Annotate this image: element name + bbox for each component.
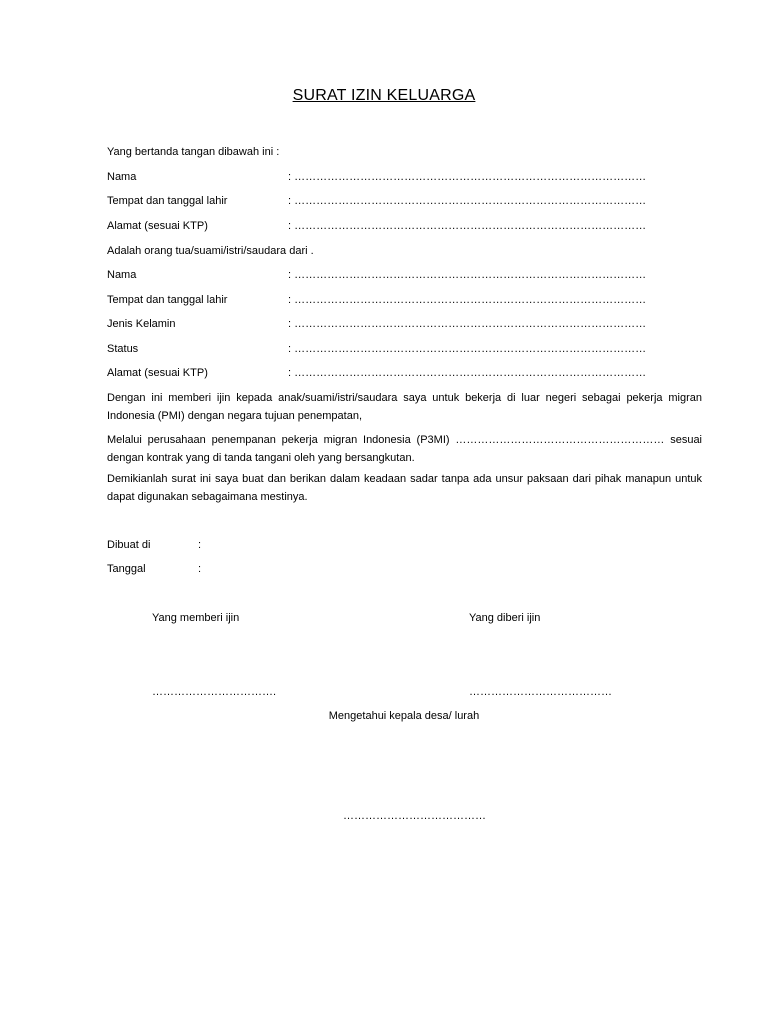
field-label: Tempat dan tanggal lahir [107,294,228,306]
field-blank: : …………………………………………………………………………………… [288,171,647,183]
field-blank: : …………………………………………………………………………………… [288,343,647,355]
giver-label: Yang memberi ijin [152,612,240,624]
witness-label: Mengetahui kepala desa/ lurah [328,710,480,722]
intro-text: Yang bertanda tangan dibawah ini : [107,146,280,158]
field-label: Status [107,343,139,355]
made-at-colon: : [198,539,202,551]
closing-paragraph: Demikianlah surat ini saya buat dan berikan dalam keadaan sadar tanpa ada unsur paksaan dari pihak manapun untuk dapat digunakan sebagaimana mestinya. [107,473,702,503]
field-label: Nama [107,269,137,281]
field-blank: : …………………………………………………………………………………… [288,318,647,330]
field-label: Jenis Kelamin [107,318,176,330]
field-label: Tempat dan tanggal lahir [107,195,228,207]
field-label: Alamat (sesuai KTP) [107,367,208,379]
field-blank: : …………………………………………………………………………………… [288,294,647,306]
receiver-signature-line: ………………………………… [469,686,612,698]
witness-signature-line: ………………………………… [343,810,486,822]
field-blank: : …………………………………………………………………………………… [288,367,647,379]
company-paragraph: Melalui perusahaan penempanan pekerja migran Indonesia (P3MI) ………………………………………………… sesuai dengan kontrak yang di tanda tangani oleh yang bersangkutan. [107,434,702,464]
field-blank: : …………………………………………………………………………………… [288,269,647,281]
relation-text: Adalah orang tua/suami/istri/saudara dari . [107,245,314,257]
field-label: Nama [107,171,137,183]
giver-signature-line: ……………………………. [152,686,277,698]
date-colon: : [198,563,202,575]
permission-paragraph: Dengan ini memberi ijin kepada anak/suami/istri/saudara saya untuk bekerja di luar negeri sebagai pekerja migran Indonesia (PMI) dengan negara tujuan penempatan, [107,392,702,422]
receiver-label: Yang diberi ijin [469,612,541,624]
date-label: Tanggal [107,563,146,575]
field-label: Alamat (sesuai KTP) [107,220,208,232]
made-at-label: Dibuat di [107,539,151,551]
document-title: SURAT IZIN KELUARGA [292,87,476,104]
field-blank: : …………………………………………………………………………………… [288,195,647,207]
field-blank: : …………………………………………………………………………………… [288,220,647,232]
